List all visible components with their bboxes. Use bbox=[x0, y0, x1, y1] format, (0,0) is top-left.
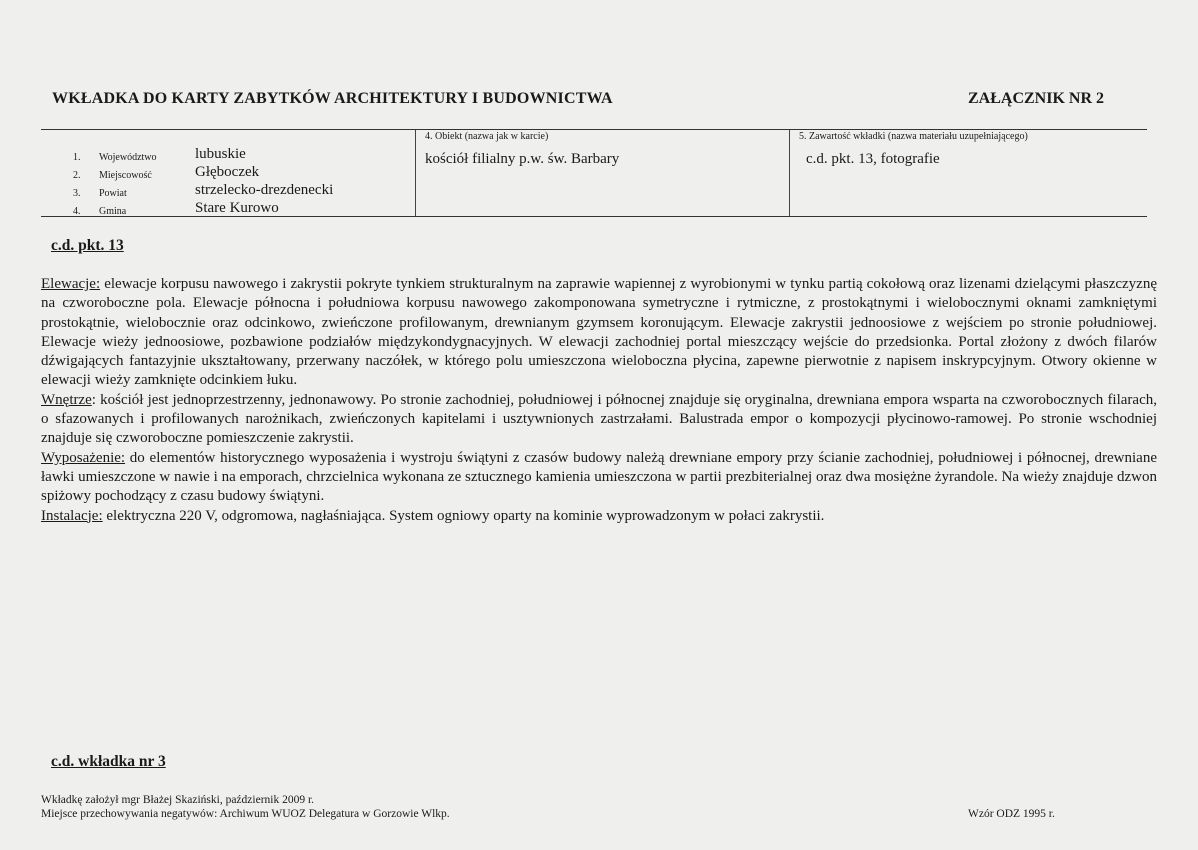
document-title: WKŁADKA DO KARTY ZABYTKÓW ARCHITEKTURY I BUDOWNICTWA bbox=[52, 90, 613, 107]
paragraph-body: elewacje korpusu nawowego i zakrystii pokryte tynkiem strukturalnym na zaprawie wapiennej z wyrobionymi w tynku partią cokołową oraz lizenami dzielącymi płaszczyznę na czworoboczne pola. Elewacje północna i południowa korpusu nawowego zakomponowana symetryczne i rytmiczne, z prostokątnymi i wielobocznymi oknami zamkniętymi prostokątnie, wielobocznie oraz odcinkowo, zwieńczone profilowanym, drewnianym gzymsem koronującym. Elewacje zakrystii jednoosiowe z wejściem po stronie południowej. Elewacje wieży jednoosiowe, pozbawione podziałów międzykondygnacyjnych. W elewacji zachodniej portal mieszczący wejście do przedsionka. Portal złożony z dwóch filarów dźwigających fantazyjnie ukształtowany, przerwany naczółek, w którego polu umieszczona wieloboczna płycina, zapewne pierwotnie z napisem inskrypcyjnym. Otwory okienne w elewacji wieży zamknięte odcinkiem łuku. bbox=[41, 276, 1157, 389]
column-divider bbox=[789, 130, 790, 216]
paragraph-interior bbox=[41, 391, 1157, 449]
annex-number: ZAŁĄCZNIK NR 2 bbox=[968, 90, 1105, 107]
location-value: strzelecko-drezdenecki bbox=[195, 182, 334, 198]
location-value: Głęboczek bbox=[195, 164, 260, 180]
paragraph-lead: Wnętrze bbox=[41, 391, 92, 408]
paragraph-body: : kościół jest jednoprzestrzenny, jednonawowy. Po stronie zachodniej, południowej i północnej znajduje się oryginalna, drewniana empora wsparta na czworobocznych filarach, o sfazowanych i profilowanych narożnikach, zwieńczonych kapitelami i usztywnionych zastrzałami. Balustrada empor o kompozycji płycinowo-ramowej. Po stronie wschodniej znajduje się czworoboczne pomieszczenie zakrystii. bbox=[41, 391, 1157, 447]
paragraph-installations bbox=[41, 507, 1157, 526]
paragraph-lead: Wyposażenie: bbox=[41, 449, 126, 466]
location-number: 3. bbox=[73, 188, 81, 199]
location-label: Powiat bbox=[99, 188, 127, 199]
paragraph-body: elektryczna 220 V, odgromowa, nagłaśniająca. System ogniowy oparty na kominie wyprowadzonym w połaci zakrystii. bbox=[102, 507, 825, 524]
footer-author: Wkładkę założył mgr Błażej Skaziński, październik 2009 r. bbox=[41, 794, 315, 806]
location-row-town bbox=[41, 166, 415, 183]
paragraph-furnishings bbox=[41, 449, 1157, 507]
location-value: lubuskie bbox=[195, 146, 246, 162]
paragraph-lead: Elewacje: bbox=[41, 276, 101, 292]
content-label: 5. Zawartość wkładki (nazwa materiału uzupełniającego) bbox=[799, 131, 1028, 142]
location-number: 1. bbox=[73, 152, 81, 163]
location-row-commune bbox=[41, 202, 415, 219]
continuation-heading: c.d. wkładka nr 3 bbox=[51, 753, 166, 770]
location-number: 2. bbox=[73, 170, 81, 181]
location-number: 4. bbox=[73, 206, 81, 217]
content-value: c.d. pkt. 13, fotografie bbox=[806, 151, 940, 167]
form-header-table bbox=[41, 129, 1147, 217]
location-row-county bbox=[41, 184, 415, 201]
paragraph-lead: Instalacje: bbox=[41, 507, 103, 524]
location-label: Województwo bbox=[99, 152, 157, 163]
location-value: Stare Kurowo bbox=[195, 200, 279, 216]
footer-template: Wzór ODZ 1995 r. bbox=[968, 808, 1055, 820]
paragraph-elevations bbox=[41, 275, 1157, 391]
location-label: Gmina bbox=[99, 206, 127, 217]
column-divider bbox=[415, 130, 416, 216]
location-row-voivodeship bbox=[41, 148, 415, 165]
footer-storage: Miejsce przechowywania negatywów: Archiwum WUOZ Delegatura w Gorzowie Wlkp. bbox=[41, 808, 450, 820]
object-label: 4. Obiekt (nazwa jak w karcie) bbox=[425, 131, 549, 142]
section-heading: c.d. pkt. 13 bbox=[51, 237, 124, 254]
paragraph-body: do elementów historycznego wyposażenia i wystroju świątyni z czasów budowy należą drewniane empory przy ścianie zachodniej, południowej i północnej, drewniane ławki umieszczone w nawie i na emporach, chrzcielnica wykonana ze sztucznego kamienia umieszczona w partii prezbiterialnej oraz dwa mosiężne żyrandole. Na wieży znajduje dzwon spiżowy pochodzący z czasu budowy świątyni. bbox=[41, 449, 1157, 505]
location-label: Miejscowość bbox=[99, 170, 152, 181]
description-text bbox=[41, 275, 1157, 526]
object-value: kościół filialny p.w. św. Barbary bbox=[425, 151, 620, 167]
